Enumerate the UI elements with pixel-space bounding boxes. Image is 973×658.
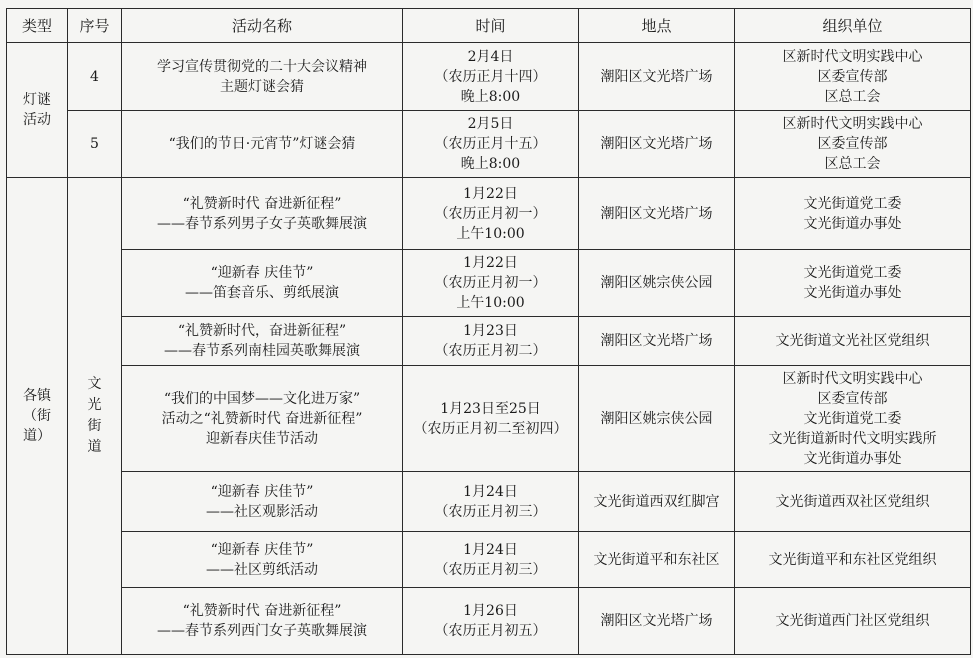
seq-cell [68, 43, 122, 111]
time-line: 上午10:00 [456, 225, 525, 242]
time-line: （农历正月初三） [434, 503, 547, 520]
seq-char: 道 [87, 439, 102, 455]
organizer-cell [735, 317, 971, 366]
time-cell [403, 588, 579, 655]
time-cell [403, 178, 579, 250]
activity-name-cell [122, 43, 403, 111]
time-line: （农历正月十四） [434, 68, 547, 85]
activity-name-line: “礼赞新时代 奋进新征程” [182, 603, 342, 619]
organizer-cell [735, 366, 971, 472]
time-line: 1月24日 [463, 483, 518, 500]
table-row [7, 178, 971, 250]
activity-name-line: ——社区剪纸活动 [206, 561, 318, 578]
time-line: 晚上8:00 [460, 88, 521, 105]
activity-name-line: ——社区观影活动 [206, 503, 318, 520]
time-line: （农历正月初一） [434, 275, 547, 291]
table-row [7, 250, 971, 317]
place-cell [579, 532, 735, 588]
place-text: 潮阳区文光塔广场 [600, 136, 713, 152]
header-org: 组织单位 [735, 9, 971, 43]
organizer-line: 文光街道党工委 [803, 195, 902, 212]
place-cell [579, 366, 735, 472]
organizer-cell [735, 43, 971, 111]
activity-name-line: “迎新春 庆佳节” [210, 265, 314, 281]
table-row [7, 588, 971, 655]
time-line: 晚上8:00 [460, 156, 521, 172]
activity-name-line: ——春节系列男子女子英歌舞展演 [157, 215, 367, 232]
type-text: 活动 [23, 112, 51, 128]
organizer-line: 区总工会 [824, 88, 881, 105]
seq-cell [68, 178, 122, 655]
organizer-line: 区委宣传部 [817, 68, 888, 85]
organizer-line: 文光街道新时代文明实践所 [768, 430, 937, 447]
organizer-line: 文光街道党工委 [803, 410, 902, 427]
organizer-line: 区新时代文明实践中心 [782, 370, 923, 387]
time-line: （农历正月十五） [434, 136, 547, 152]
organizer-line: 区委宣传部 [817, 390, 888, 407]
time-cell [403, 250, 579, 317]
activity-name-cell [122, 317, 403, 366]
time-line: （农历正月初三） [434, 561, 547, 578]
seq-char: 文 [87, 376, 102, 392]
place-text: 潮阳区文光塔广场 [600, 333, 713, 349]
activity-name-cell [122, 472, 403, 532]
time-line: 1月24日 [463, 541, 518, 558]
organizer-line: 文光街道西双社区党组织 [775, 493, 930, 510]
activity-name-line: ——春节系列西门女子英歌舞展演 [157, 623, 367, 639]
place-cell [579, 111, 735, 178]
header-name: 活动名称 [122, 9, 403, 43]
time-cell [403, 472, 579, 532]
time-line: 1月26日 [463, 603, 518, 619]
seq-cell [68, 111, 122, 178]
activity-name-line: 主题灯谜会猜 [220, 78, 304, 95]
organizer-line: 文光街道办事处 [803, 285, 902, 301]
type-text: 灯谜 [23, 92, 51, 108]
seq-number: 5 [90, 136, 99, 152]
activity-name-line: 活动之“礼赞新时代 奋进新征程” [161, 410, 363, 427]
place-cell [579, 472, 735, 532]
activity-name-cell [122, 366, 403, 472]
activity-name-line: ——春节系列南桂园英歌舞展演 [164, 343, 360, 359]
activity-name-cell [122, 588, 403, 655]
time-cell [403, 43, 579, 111]
header-time: 时间 [403, 9, 579, 43]
organizer-cell [735, 472, 971, 532]
seq-char: 街 [87, 418, 102, 434]
organizer-line: 文光街道办事处 [803, 450, 902, 467]
organizer-line: 区总工会 [824, 156, 881, 172]
time-line: 1月22日 [463, 185, 518, 202]
organizer-cell [735, 532, 971, 588]
organizer-cell [735, 588, 971, 655]
time-line: 2月5日 [467, 116, 514, 132]
activity-name-line: 迎新春庆佳节活动 [206, 430, 318, 447]
time-line: （农历正月初五） [434, 623, 547, 639]
place-text: 潮阳区文光塔广场 [600, 205, 713, 222]
table-row [7, 532, 971, 588]
place-text: 潮阳区姚宗侠公园 [600, 275, 713, 291]
organizer-line: 区委宣传部 [817, 136, 888, 152]
organizer-line: 文光街道文光社区党组织 [775, 333, 930, 349]
organizer-line: 文光街道党工委 [803, 265, 902, 281]
seq-number: 4 [90, 68, 99, 85]
place-cell [579, 178, 735, 250]
activity-name-line: “迎新春 庆佳节” [210, 483, 314, 500]
organizer-line: 文光街道平和东社区党组织 [768, 551, 937, 568]
type-cell [7, 43, 68, 178]
time-cell [403, 366, 579, 472]
time-line: 2月4日 [467, 48, 514, 65]
seq-char: 光 [87, 397, 102, 413]
place-text: 文光街道平和东社区 [593, 551, 720, 568]
activity-name-cell [122, 111, 403, 178]
activity-name-line: “迎新春 庆佳节” [210, 541, 314, 558]
organizer-cell [735, 250, 971, 317]
time-line: 上午10:00 [456, 295, 525, 311]
type-text: （街 [23, 408, 51, 424]
time-line: 1月22日 [463, 255, 518, 271]
type-text: 各镇 [23, 388, 51, 404]
place-text: 潮阳区姚宗侠公园 [600, 410, 713, 427]
header-seq: 序号 [68, 9, 122, 43]
header-row [7, 9, 971, 43]
time-cell [403, 532, 579, 588]
activity-name-cell [122, 532, 403, 588]
place-cell [579, 588, 735, 655]
place-cell [579, 250, 735, 317]
activity-name-cell [122, 178, 403, 250]
place-cell [579, 317, 735, 366]
table-row [7, 472, 971, 532]
activity-name-line: “礼赞新时代 奋进新征程” [182, 195, 342, 212]
place-cell [579, 43, 735, 111]
activity-name-line: ——笛套音乐、剪纸展演 [185, 285, 339, 301]
header-type: 类型 [7, 9, 68, 43]
time-line: （农历正月初二至初四） [413, 420, 568, 437]
time-line: （农历正月初二） [434, 343, 547, 359]
time-line: 1月23日至25日 [440, 400, 541, 417]
time-cell [403, 317, 579, 366]
activity-name-cell [122, 250, 403, 317]
table-row [7, 111, 971, 178]
activity-table [6, 8, 971, 655]
table-row [7, 43, 971, 111]
activity-name-line: “礼赞新时代，奋进新征程” [177, 323, 347, 339]
activity-name-line: “我们的中国梦——文化进万家” [163, 390, 361, 407]
organizer-cell [735, 111, 971, 178]
table-row [7, 366, 971, 472]
place-text: 潮阳区文光塔广场 [600, 613, 713, 629]
place-text: 文光街道西双红脚宫 [593, 493, 720, 510]
time-cell [403, 111, 579, 178]
table-row [7, 317, 971, 366]
activity-name-line: “我们的节日·元宵节”灯谜会猜 [168, 136, 356, 152]
organizer-line: 区新时代文明实践中心 [782, 116, 923, 132]
header-place: 地点 [579, 9, 735, 43]
type-text: 道） [23, 428, 51, 444]
organizer-line: 文光街道办事处 [803, 215, 902, 232]
organizer-line: 文光街道西门社区党组织 [775, 613, 930, 629]
organizer-cell [735, 178, 971, 250]
time-line: 1月23日 [463, 323, 518, 339]
organizer-line: 区新时代文明实践中心 [782, 48, 923, 65]
time-line: （农历正月初一） [434, 205, 547, 222]
type-cell [7, 178, 68, 655]
place-text: 潮阳区文光塔广场 [600, 68, 713, 85]
activity-name-line: 学习宣传贯彻党的二十大会议精神 [157, 58, 367, 75]
table-body [7, 43, 971, 655]
